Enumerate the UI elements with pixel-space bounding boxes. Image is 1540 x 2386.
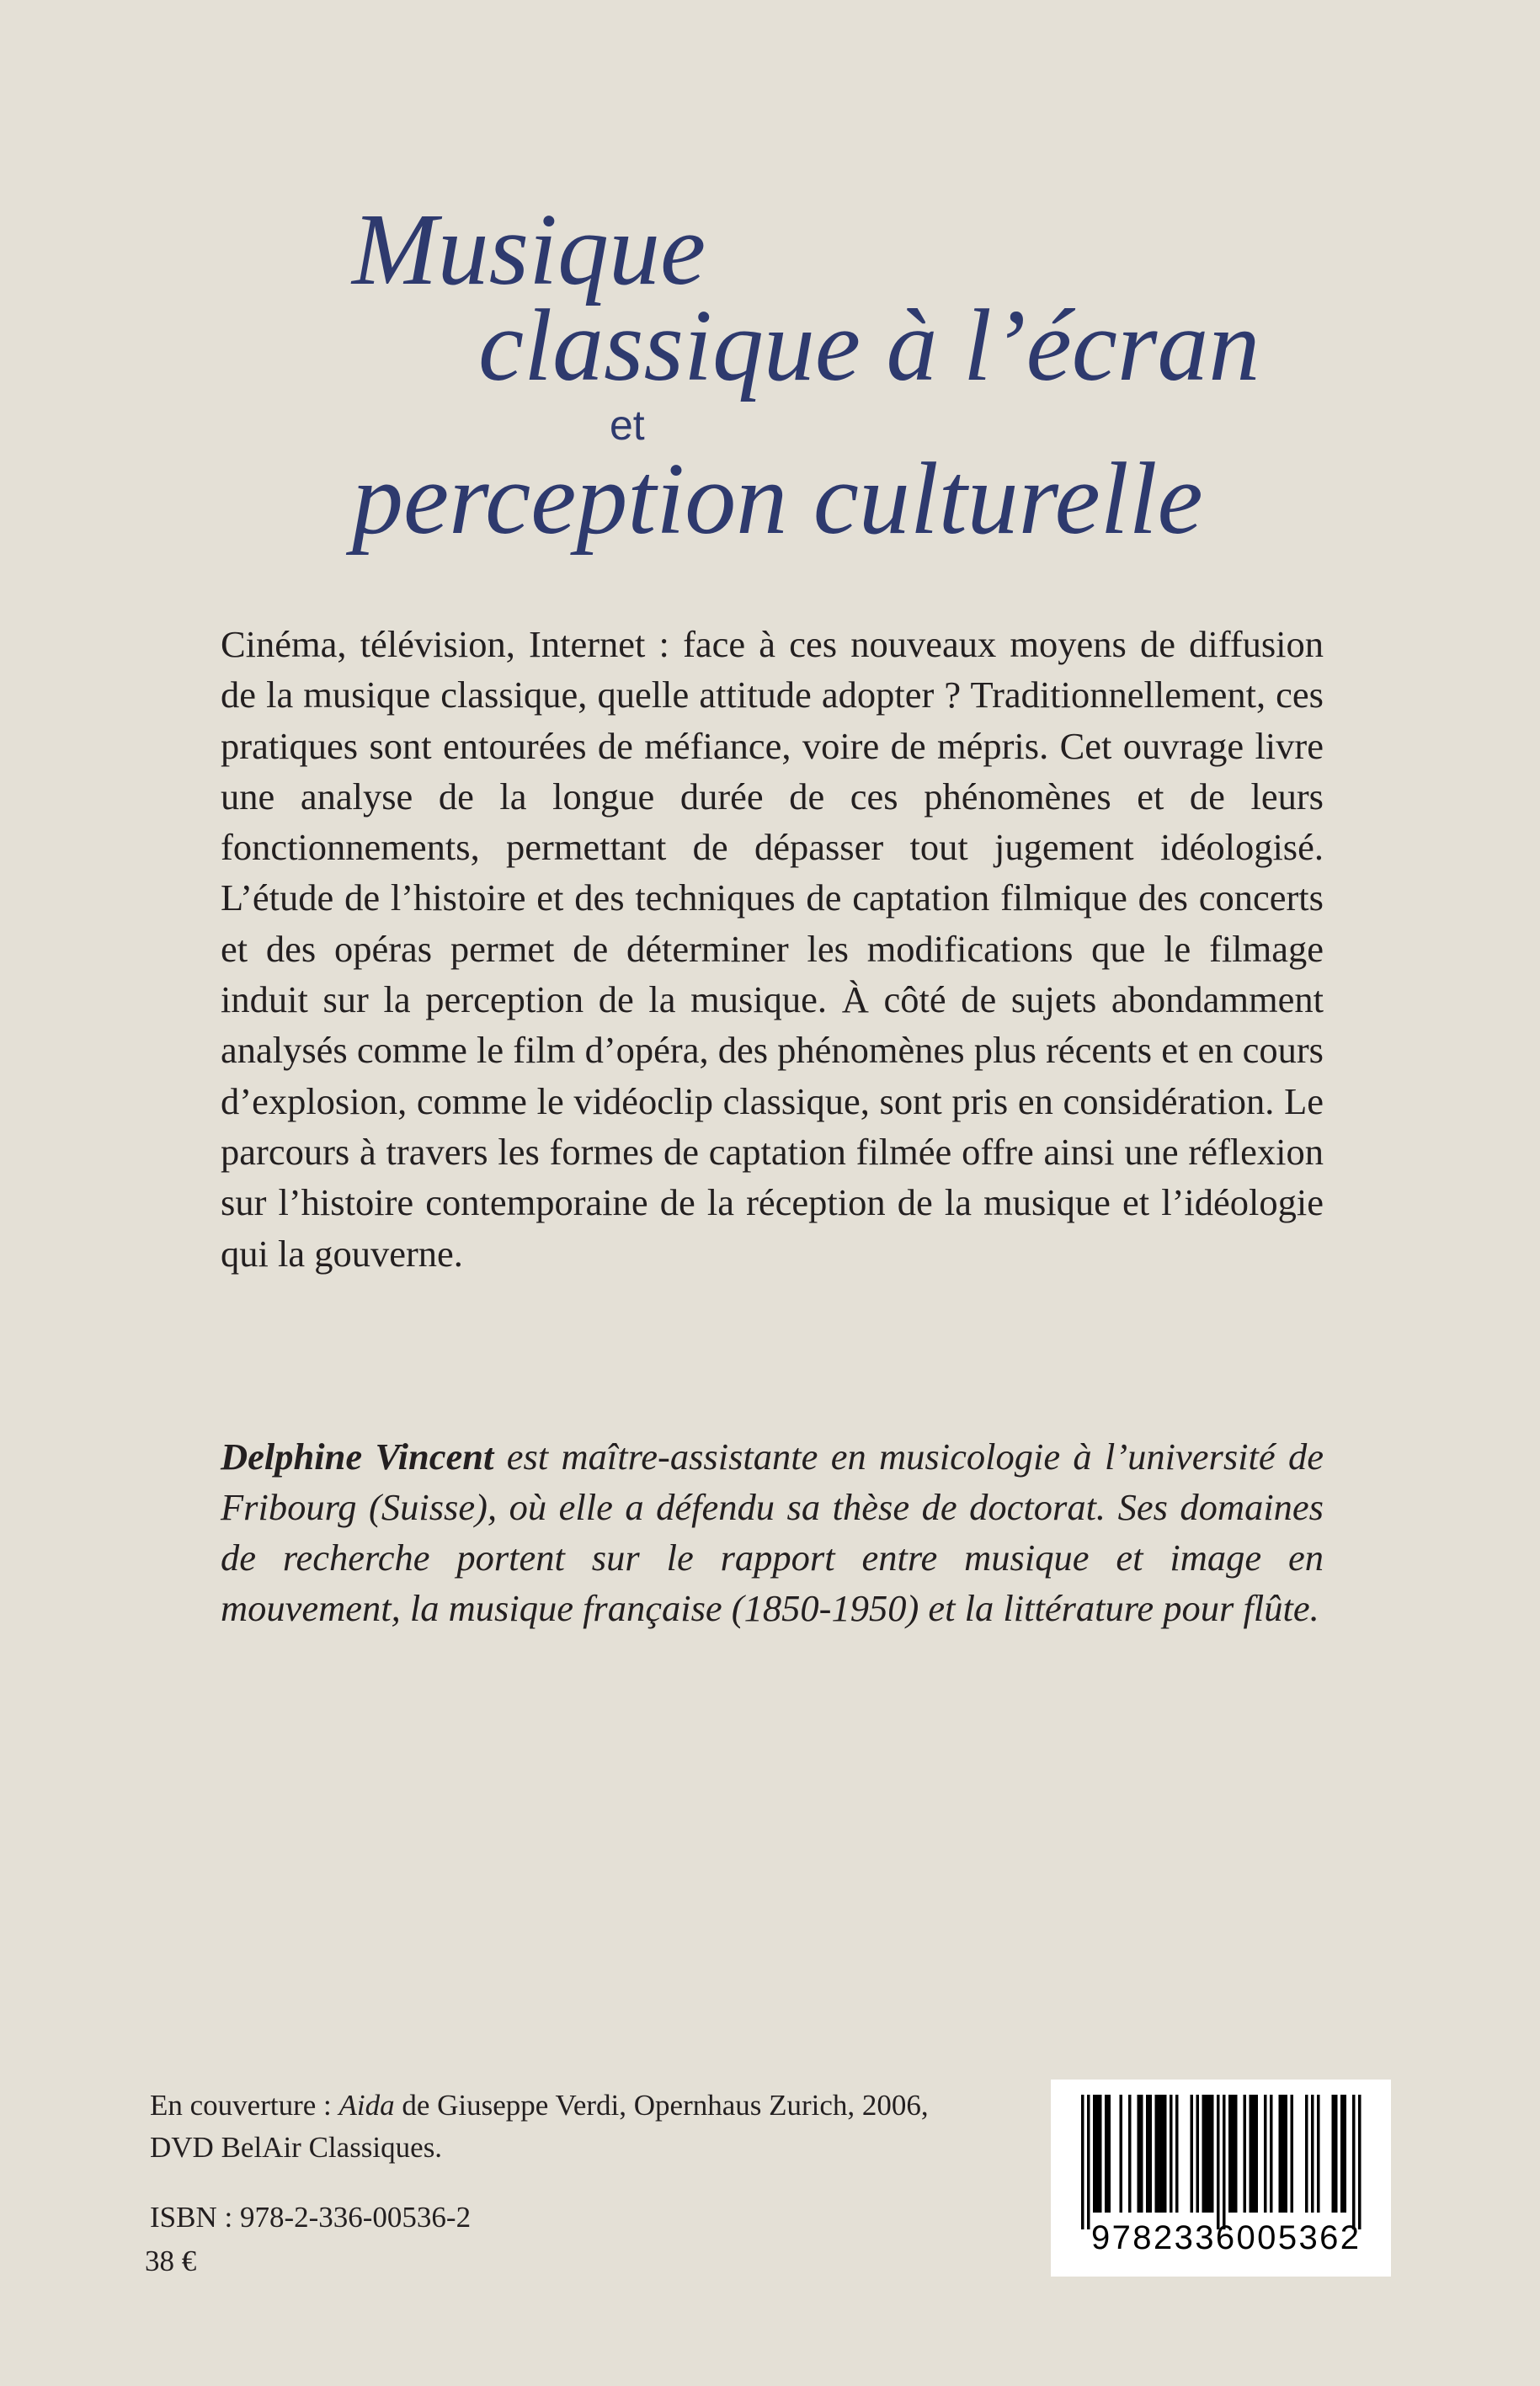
barcode-bar [1099, 2095, 1102, 2213]
barcode-bar [1128, 2095, 1132, 2213]
price-label: 38 € [145, 2245, 197, 2277]
barcode-bar [1335, 2095, 1338, 2213]
barcode-bar [1158, 2095, 1161, 2213]
barcode-bar [1279, 2095, 1282, 2213]
barcode-bar [1205, 2095, 1208, 2213]
barcode-bar [1255, 2095, 1259, 2213]
barcode-bar [1155, 2095, 1159, 2213]
cover-credit-line-2: DVD BelAir Classiques. [150, 2131, 443, 2164]
title-line-2: classique à l’écran [478, 289, 1260, 402]
barcode-bar [1228, 2095, 1232, 2213]
barcode-bar [1196, 2095, 1200, 2213]
barcode-bar [1120, 2095, 1123, 2213]
barcode-bar [1250, 2095, 1253, 2213]
barcode-bar [1208, 2095, 1212, 2213]
barcode-bar [1149, 2095, 1153, 2213]
cover-credit-rest: de Giuseppe Verdi, Opernhaus Zurich, 2006, [394, 2089, 929, 2122]
barcode-bar [1270, 2095, 1273, 2213]
barcode-bar [1211, 2095, 1214, 2213]
barcode-digits: 9782336005362 [1091, 2219, 1361, 2256]
barcode-bar [1332, 2095, 1335, 2213]
barcode-bar [1344, 2095, 1347, 2213]
barcode-bar [1340, 2095, 1344, 2213]
synopsis-paragraph: Cinéma, télévision, Internet : face à ces nouveaux moyens de diffusion de la musique classique, quelle attitude adopter ? Traditionnellement, ces pratiques sont entourées de méfiance, voire de mépris. Cet ouvrage livre une analyse de la longue durée de ces phénomènes et de leurs fonctionnements, permettant de dépasser tout jugement idéologisé. L’étude de l’histoire et des techniques de captation filmique des concerts et des opéras permet de déterminer les modifications que le filmage induit sur la perception de la musique. À côté de sujets abondamment analysés comme le film d’opéra, des phénomènes plus récents et en cours d’explosion, comme le vidéoclip classique, sont pris en considération. Le parcours à travers les formes de captation filmée offre ainsi une réflexion sur l’histoire contemporaine de la réception de la musique et l’idéologie qui la gouverne. [221, 623, 1324, 1275]
barcode-bar [1164, 2095, 1167, 2213]
cover-credit [150, 2085, 992, 2169]
barcode-bar [1140, 2095, 1143, 2213]
title-line-1: Musique [352, 193, 706, 306]
title-line-3: perception culturelle [352, 442, 1203, 556]
barcode-bar [1108, 2095, 1111, 2213]
barcode-bar [1161, 2095, 1164, 2213]
barcode-bar [1191, 2095, 1194, 2213]
barcode-bar [1234, 2095, 1238, 2213]
barcode-bar [1291, 2095, 1294, 2213]
barcode-bar [1317, 2095, 1320, 2213]
cover-credit-prefix: En couverture : [150, 2089, 339, 2122]
cover-credit-line-1 [150, 2085, 992, 2127]
barcode-bar [1138, 2095, 1141, 2213]
barcode-bar [1232, 2095, 1235, 2213]
author-bio-text: est maître-assistante en musicologie à l’université de Fribourg (Suisse), où elle a défendu sa thèse de doctorat. Ses domaines de recherche portent sur le rapport entre musique et image en mouvement, la musique française (1850-1950) et la littérature pour flûte. [221, 1435, 1324, 1629]
barcode-bar [1282, 2095, 1285, 2213]
author-name: Delphine Vincent [221, 1435, 494, 1478]
barcode-bar [1305, 2095, 1308, 2213]
title-connector: et [610, 402, 645, 449]
isbn-label: ISBN : 978-2-336-00536-2 [150, 2201, 472, 2234]
barcode-bar [1244, 2095, 1247, 2213]
barcode-bar [1352, 2095, 1356, 2229]
barcode-bar [1093, 2095, 1096, 2213]
barcode-bar [1146, 2095, 1149, 2213]
barcode-bar [1170, 2095, 1173, 2213]
barcode-bar [1311, 2095, 1314, 2213]
barcode-bar [1264, 2095, 1267, 2213]
barcode-bar [1087, 2095, 1090, 2229]
barcode-bar [1202, 2095, 1206, 2213]
barcode-bar [1252, 2095, 1255, 2213]
cover-credit-work: Aida [338, 2089, 395, 2122]
barcode [1051, 2080, 1391, 2277]
barcode-bar [1358, 2095, 1361, 2229]
author-bio [221, 1431, 1324, 1633]
barcode-bar [1105, 2095, 1108, 2213]
barcode-bar [1081, 2095, 1084, 2229]
barcode-bar [1175, 2095, 1179, 2213]
barcode-bar [1217, 2095, 1220, 2229]
barcode-bar [1096, 2095, 1100, 2213]
barcode-bar [1223, 2095, 1226, 2229]
barcode-bar [1285, 2095, 1288, 2213]
